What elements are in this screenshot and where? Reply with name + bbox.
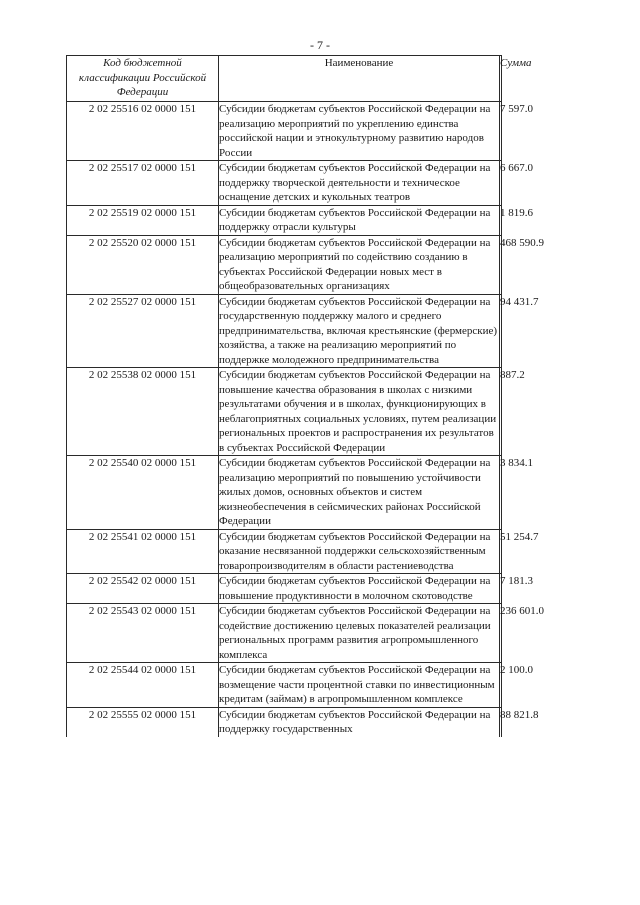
header-sum: Сумма — [500, 56, 502, 102]
table-row — [67, 663, 502, 708]
table-body — [67, 102, 544, 737]
row-sum: 6 667.0 — [500, 161, 502, 206]
row-code: 2 02 25527 02 0000 151 — [67, 294, 219, 368]
row-name: Субсидии бюджетам субъектов Российской Федерации на государственную поддержку малого и среднего предпринимательства, включая крестьянские (фермерские) хозяйства, а также на реализацию мероприятий по поддержке молодежного предпринимательства — [219, 294, 500, 368]
row-sum: 51 254.7 — [500, 529, 502, 574]
row-sum: 236 601.0 — [500, 604, 502, 663]
row-code: 2 02 25541 02 0000 151 — [67, 529, 219, 574]
table-row — [67, 368, 502, 456]
row-name: Субсидии бюджетам субъектов Российской Федерации на повышение качества образования в школах с низкими результатами обучения и в школах, функционирующих в неблагоприятных социальных условиях, путем реализации региональных проектов и распространения их результатов в субъектах Российской Федерации — [219, 368, 500, 456]
table-row — [67, 529, 502, 574]
table-row — [67, 707, 502, 737]
table-row — [67, 235, 502, 294]
row-name: Субсидии бюджетам субъектов Российской Федерации на повышение продуктивности в молочном скотоводстве — [219, 574, 500, 604]
row-code: 2 02 25517 02 0000 151 — [67, 161, 219, 206]
header-name: Наименование — [219, 56, 500, 102]
row-name: Субсидии бюджетам субъектов Российской Федерации на поддержку государственных — [219, 707, 500, 737]
row-name: Субсидии бюджетам субъектов Российской Федерации на реализацию мероприятий по повышению устойчивости жилых домов, основных объектов и систем жизнеобеспечения в сейсмических районах Российской Федерации — [219, 456, 500, 530]
row-code: 2 02 25520 02 0000 151 — [67, 235, 219, 294]
row-code: 2 02 25555 02 0000 151 — [67, 707, 219, 737]
table-row — [67, 294, 502, 368]
row-name: Субсидии бюджетам субъектов Российской Федерации на содействие достижению целевых показателей реализации региональных программ развития агропромышленного комплекса — [219, 604, 500, 663]
row-code: 2 02 25519 02 0000 151 — [67, 205, 219, 235]
row-code: 2 02 25542 02 0000 151 — [67, 574, 219, 604]
table-row — [67, 456, 502, 530]
row-sum: 7 181.3 — [500, 574, 502, 604]
table-header-row — [67, 56, 502, 102]
row-name: Субсидии бюджетам субъектов Российской Федерации на возмещение части процентной ставки по инвестиционным кредитам (займам) в агропромышленном комплексе — [219, 663, 500, 708]
row-code: 2 02 25538 02 0000 151 — [67, 368, 219, 456]
table-row — [67, 205, 502, 235]
row-sum: 3 834.1 — [500, 456, 502, 530]
table-row — [67, 574, 502, 604]
row-sum: 2 100.0 — [500, 663, 502, 708]
row-code: 2 02 25516 02 0000 151 — [67, 102, 219, 161]
row-sum: 94 431.7 — [500, 294, 502, 368]
row-sum: 88 821.8 — [500, 707, 502, 737]
table-row — [67, 161, 502, 206]
row-name: Субсидии бюджетам субъектов Российской Федерации на реализацию мероприятий по укреплению единства российской нации и этнокультурному развитию народов России — [219, 102, 500, 161]
page-number: - 7 - — [310, 38, 330, 52]
row-name: Субсидии бюджетам субъектов Российской Федерации на оказание несвязанной поддержки сельскохозяйственным товаропроизводителям в области растениеводства — [219, 529, 500, 574]
header-code: Код бюджетной классификации Российской Федерации — [67, 56, 219, 102]
row-sum: 1 819.6 — [500, 205, 502, 235]
table-row — [67, 102, 502, 161]
row-name: Субсидии бюджетам субъектов Российской Федерации на поддержку отрасли культуры — [219, 205, 500, 235]
row-code: 2 02 25543 02 0000 151 — [67, 604, 219, 663]
budget-classification-table — [66, 55, 544, 737]
table-row — [67, 604, 502, 663]
row-name: Субсидии бюджетам субъектов Российской Федерации на поддержку творческой деятельности и техническое оснащение детских и кукольных театров — [219, 161, 500, 206]
row-sum: 468 590.9 — [500, 235, 502, 294]
row-sum: 887.2 — [500, 368, 502, 456]
row-sum: 7 597.0 — [500, 102, 502, 161]
row-name: Субсидии бюджетам субъектов Российской Федерации на реализацию мероприятий по содействию созданию в субъектах Российской Федерации новых мест в общеобразовательных организациях — [219, 235, 500, 294]
row-code: 2 02 25544 02 0000 151 — [67, 663, 219, 708]
row-code: 2 02 25540 02 0000 151 — [67, 456, 219, 530]
